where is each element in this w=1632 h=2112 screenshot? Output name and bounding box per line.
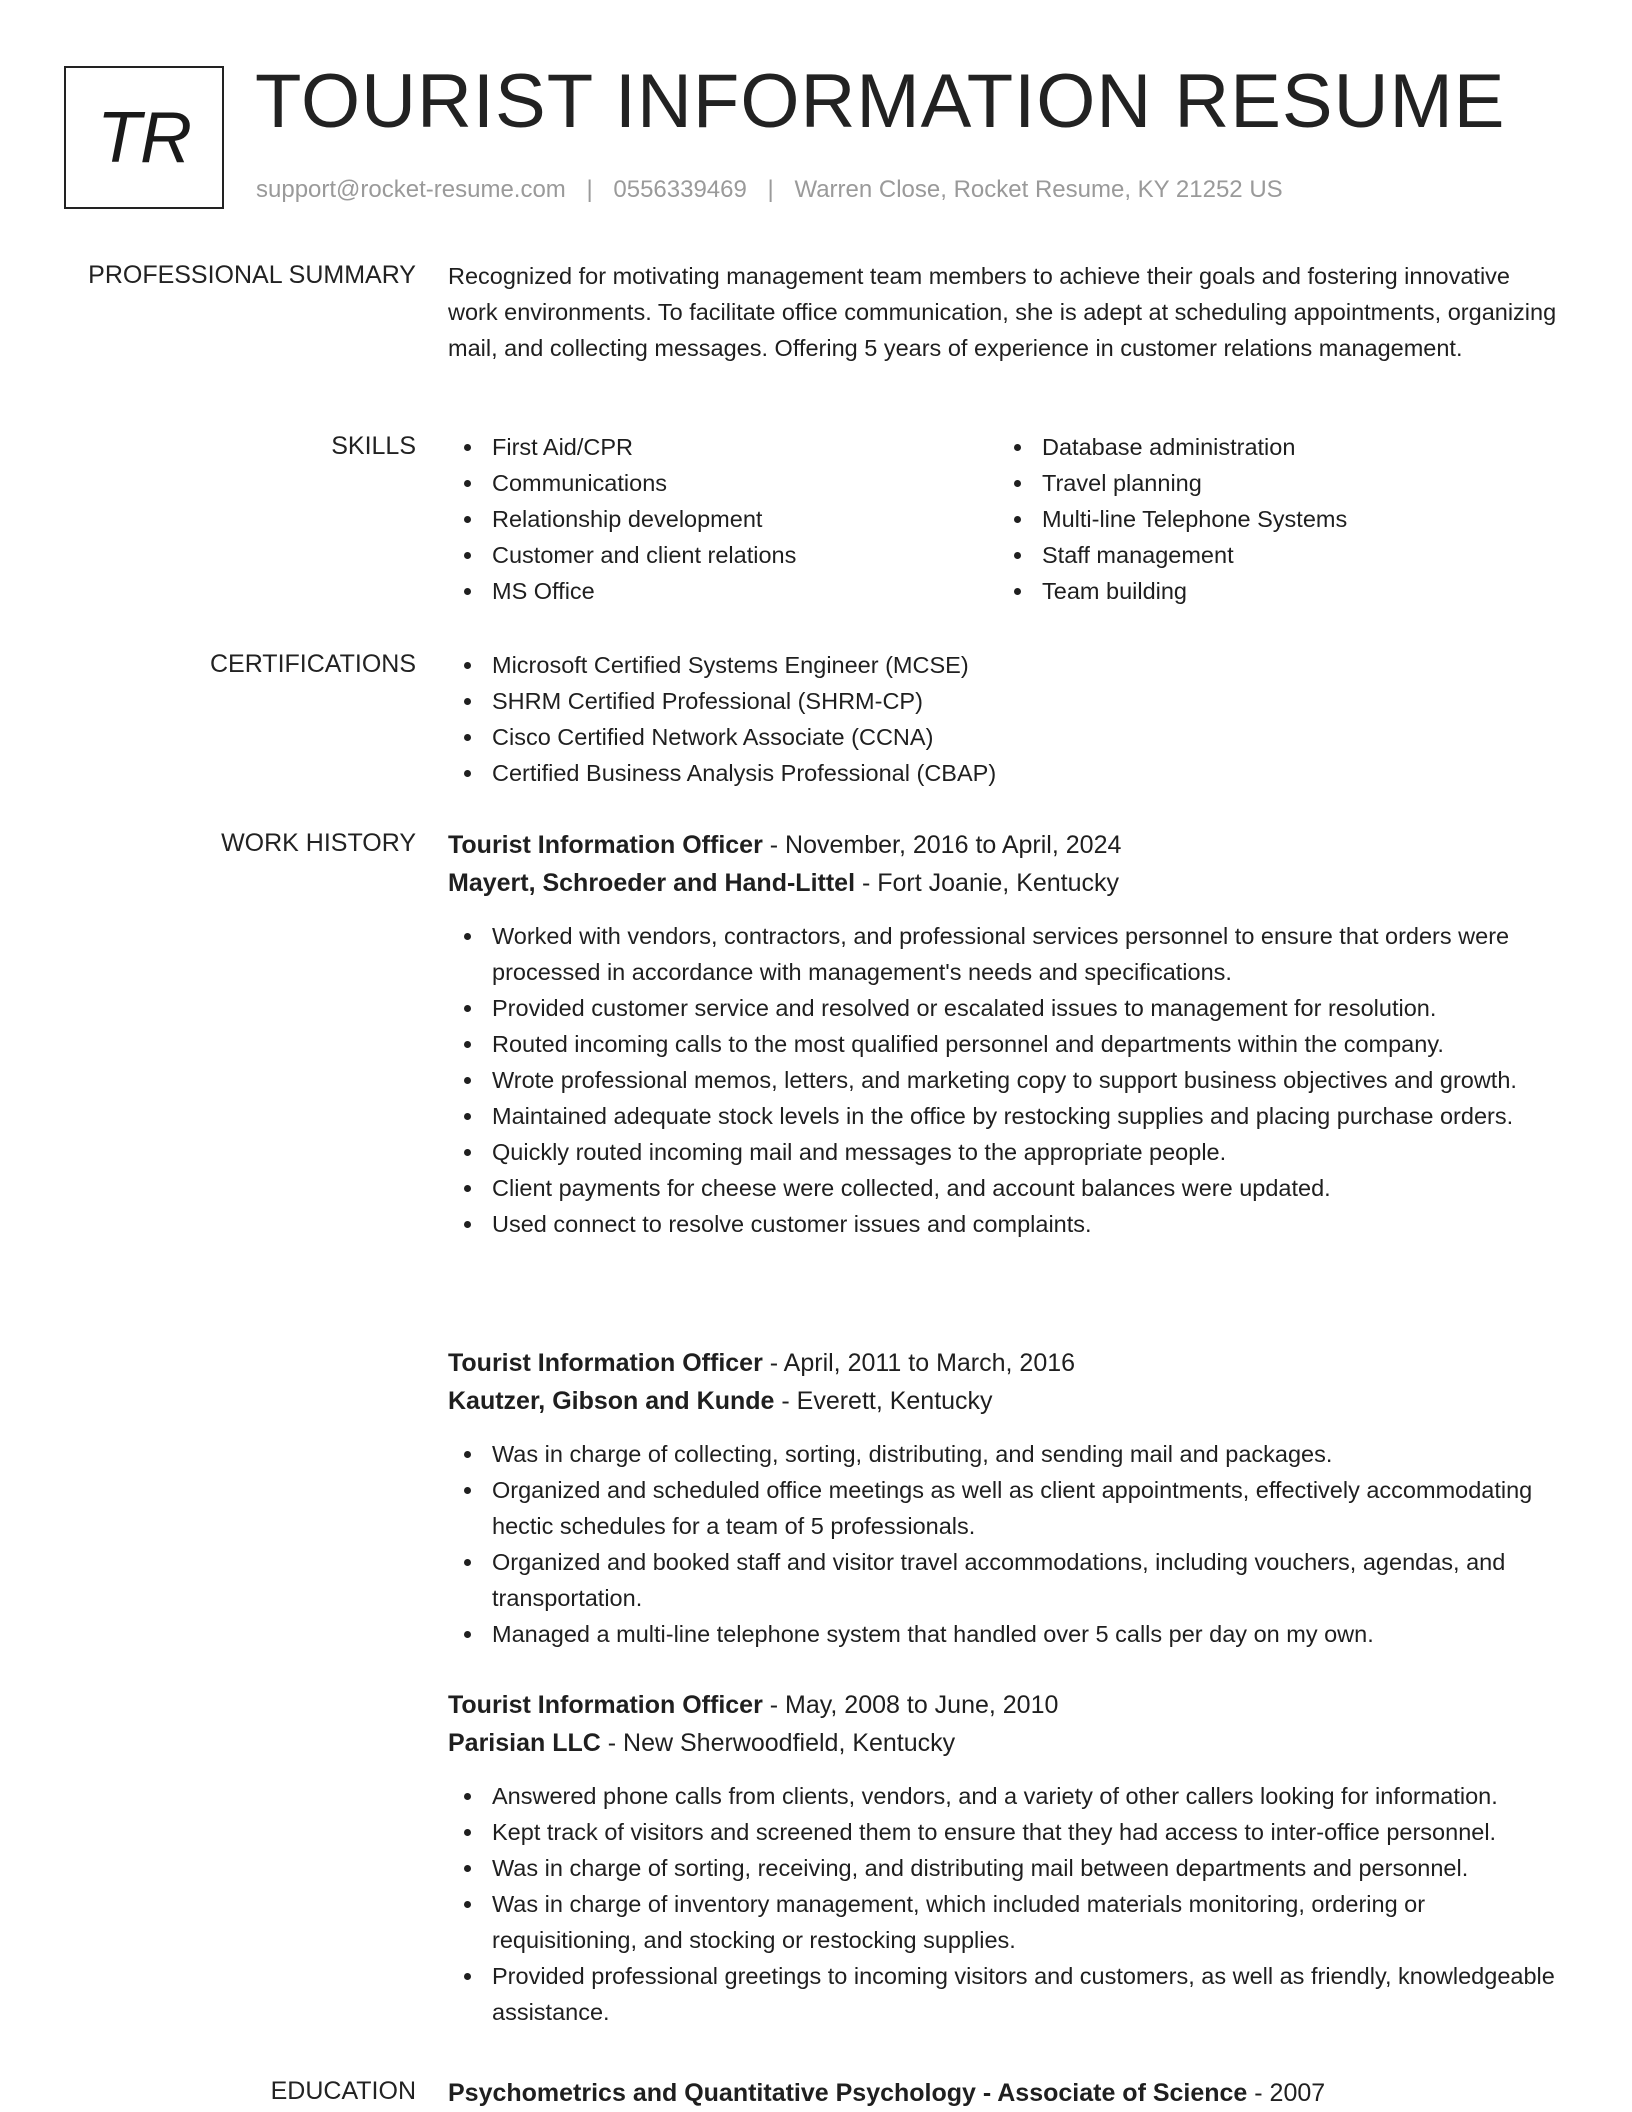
- job-dates: - April, 2011 to March, 2016: [762, 1349, 1076, 1377]
- job-duty: Client payments for cheese were collected, and account balances were updated.: [448, 1170, 1570, 1206]
- skill-item: Team building: [998, 573, 1548, 609]
- job-company: Kautzer, Gibson and Kunde: [448, 1387, 775, 1415]
- skill-item: Relationship development: [448, 501, 998, 537]
- job-entry: [448, 1344, 1570, 1652]
- education-year: - 2007: [1247, 2079, 1326, 2107]
- job-company-line: [448, 1724, 1570, 1762]
- job-duty: Kept track of visitors and screened them to ensure that they had access to inter-office personnel.: [448, 1814, 1570, 1850]
- job-duty: Was in charge of sorting, receiving, and distributing mail between departments and personnel.: [448, 1850, 1570, 1886]
- job-dates: - May, 2008 to June, 2010: [762, 1691, 1059, 1719]
- skill-item: Communications: [448, 465, 998, 501]
- job-duty: Answered phone calls from clients, vendors, and a variety of other callers looking for information.: [448, 1778, 1570, 1814]
- contact-line: [256, 174, 1283, 206]
- job-company-line: [448, 1382, 1570, 1420]
- education-body: [448, 2074, 1570, 2112]
- certification-item: Microsoft Certified Systems Engineer (MCSE): [448, 647, 1570, 683]
- job-duty: Routed incoming calls to the most qualified personnel and departments within the company.: [448, 1026, 1570, 1062]
- job-duty: Quickly routed incoming mail and messages to the appropriate people.: [448, 1134, 1570, 1170]
- job-entry: [448, 826, 1570, 1242]
- skill-item: Database administration: [998, 429, 1548, 465]
- education-entry: [448, 2074, 1570, 2112]
- job-duty: Organized and scheduled office meetings as well as client appointments, effectively accommodating hectic schedules for a team of 5 professionals.: [448, 1472, 1570, 1544]
- job-location: - New Sherwoodfield, Kentucky: [600, 1729, 956, 1757]
- job-duty: Provided professional greetings to incoming visitors and customers, as well as friendly, knowledgeable assistance.: [448, 1958, 1570, 2030]
- certifications-list: [448, 647, 1570, 791]
- skills-list-right: [998, 429, 1548, 609]
- job-duty: Wrote professional memos, letters, and marketing copy to support business objectives and growth.: [448, 1062, 1570, 1098]
- monogram: TR: [64, 66, 224, 209]
- job-duties-list: [448, 918, 1570, 1242]
- job-duties-list: [448, 1778, 1570, 2030]
- section-label-education: EDUCATION: [270, 2077, 416, 2105]
- job-company: Parisian LLC: [448, 1729, 601, 1757]
- skill-item: Multi-line Telephone Systems: [998, 501, 1548, 537]
- skill-item: Travel planning: [998, 465, 1548, 501]
- job-duty: Provided customer service and resolved or escalated issues to management for resolution.: [448, 990, 1570, 1026]
- section-label-summary: PROFESSIONAL SUMMARY: [88, 261, 416, 289]
- certification-item: Certified Business Analysis Professional (CBAP): [448, 755, 1570, 791]
- job-location: - Fort Joanie, Kentucky: [855, 869, 1120, 897]
- skills-list-left: [448, 429, 998, 609]
- section-label-certifications: CERTIFICATIONS: [209, 650, 416, 678]
- job-duty: Worked with vendors, contractors, and professional services personnel to ensure that orders were processed in accordance with management's needs and specifications.: [448, 918, 1570, 990]
- job-duty: Was in charge of inventory management, which included materials monitoring, ordering or requisitioning, and stocking or restocking supplies.: [448, 1886, 1570, 1958]
- job-duty: Maintained adequate stock levels in the office by restocking supplies and placing purchase orders.: [448, 1098, 1570, 1134]
- job-location: - Everett, Kentucky: [774, 1387, 993, 1415]
- job-company-line: [448, 864, 1570, 902]
- job-title: Tourist Information Officer: [448, 831, 763, 859]
- job-dates: - November, 2016 to April, 2024: [762, 831, 1122, 859]
- summary-text: Recognized for motivating management team members to achieve their goals and fostering innovative work environments. To facilitate office communication, she is adept at scheduling appointments, organizing mail, and collecting messages. Offering 5 years of experience in customer relations management.: [448, 263, 1557, 361]
- certifications-body: [448, 647, 1570, 791]
- certification-item: Cisco Certified Network Associate (CCNA): [448, 719, 1570, 755]
- job-duties-list: [448, 1436, 1570, 1652]
- section-label-work-history: WORK HISTORY: [221, 829, 416, 857]
- section-label-skills: SKILLS: [331, 432, 416, 460]
- skill-item: Staff management: [998, 537, 1548, 573]
- certification-item: SHRM Certified Professional (SHRM-CP): [448, 683, 1570, 719]
- skill-item: Customer and client relations: [448, 537, 998, 573]
- contact-email[interactable]: support@rocket-resume.com: [256, 176, 566, 203]
- job-duty: Used connect to resolve customer issues and complaints.: [448, 1206, 1570, 1242]
- education-degree: Psychometrics and Quantitative Psychology - Associate of Science: [448, 2079, 1248, 2107]
- skill-item: First Aid/CPR: [448, 429, 998, 465]
- job-company: Mayert, Schroeder and Hand-Littel: [448, 869, 856, 897]
- job-entry: [448, 1686, 1570, 2030]
- contact-separator: |: [586, 176, 593, 203]
- job-title: Tourist Information Officer: [448, 1691, 763, 1719]
- job-title-line: [448, 1686, 1570, 1724]
- job-title-line: [448, 1344, 1570, 1382]
- job-duty: Managed a multi-line telephone system that handled over 5 calls per day on my own.: [448, 1616, 1570, 1652]
- job-title-line: [448, 826, 1570, 864]
- job-title: Tourist Information Officer: [448, 1349, 763, 1377]
- job-duty: Was in charge of collecting, sorting, distributing, and sending mail and packages.: [448, 1436, 1570, 1472]
- job-duty: Organized and booked staff and visitor travel accommodations, including vouchers, agendas, and transportation.: [448, 1544, 1570, 1616]
- contact-separator: |: [767, 176, 774, 203]
- skills-columns: [448, 429, 1570, 609]
- resume-title: TOURIST INFORMATION RESUME: [255, 59, 1506, 144]
- contact-phone[interactable]: 0556339469: [613, 176, 747, 203]
- skill-item: MS Office: [448, 573, 998, 609]
- contact-address: Warren Close, Rocket Resume, KY 21252 US: [794, 176, 1283, 203]
